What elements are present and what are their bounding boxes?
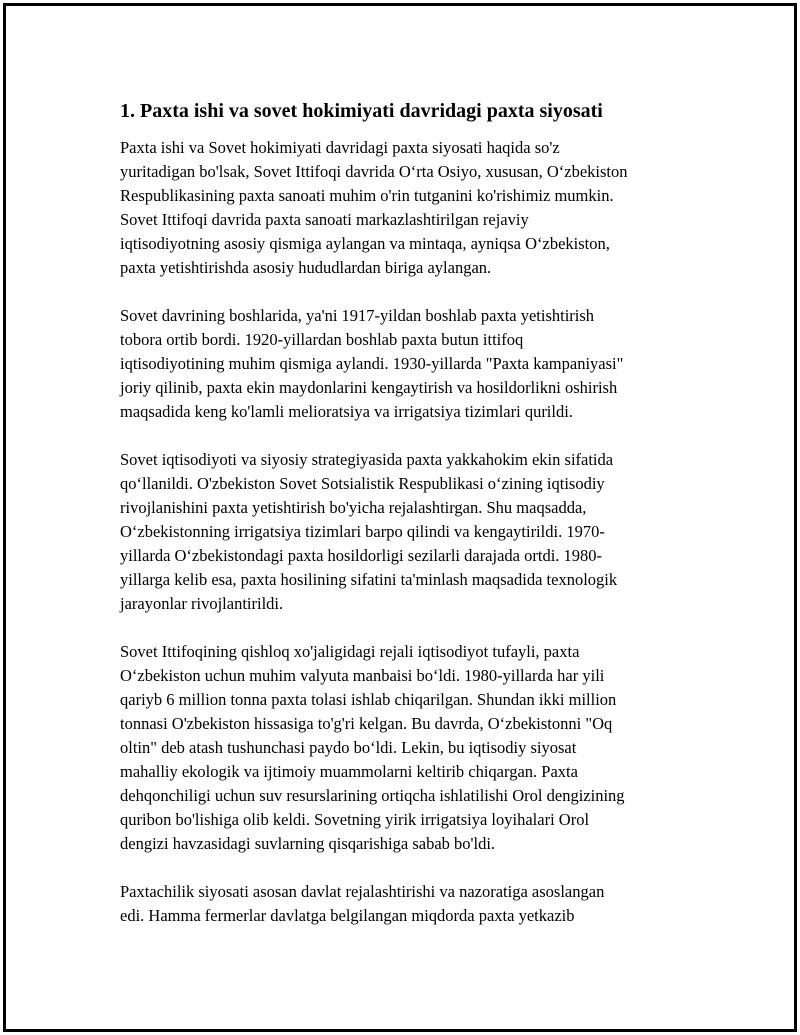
text-line: Sovet iqtisodiyoti va siyosiy strategiyasida paxta yakkahokim ekin sifatida <box>120 450 614 469</box>
text-line: rivojlanishini paxta yetishtirish bo'yicha rejalashtirgan. Shu maqsadda, <box>120 498 587 517</box>
text-line: paxta yetishtirishda asosiy hududlardan biriga aylangan. <box>120 258 492 277</box>
text-line: O‘zbekistonning irrigatsiya tizimlari barpo qilindi va kengaytirildi. 1970- <box>120 522 605 541</box>
text-line: maqsadida keng ko'lamli melioratsiya va irrigatsiya tizimlari qurildi. <box>120 402 573 421</box>
paragraph-5 <box>120 880 700 928</box>
text-line: edi. Hamma fermerlar davlatga belgilangan miqdorda paxta yetkazib <box>120 906 575 925</box>
text-line: iqtisodiyotning asosiy qismiga aylangan va mintaqa, ayniqsa O‘zbekiston, <box>120 234 610 253</box>
text-line: mahalliy ekologik va ijtimoiy muammolarni keltirib chiqargan. Paxta <box>120 762 578 781</box>
section-heading: 1. Paxta ishi va sovet hokimiyati davridagi paxta siyosati <box>120 100 603 122</box>
text-line: Sovet Ittifoqining qishloq xo'jaligidagi rejali iqtisodiyot tufayli, paxta <box>120 642 580 661</box>
text-line: dehqonchiligi uchun suv resurslarining ortiqcha ishlatilishi Orol dengizining <box>120 786 625 805</box>
paragraph-4 <box>120 640 700 856</box>
text-line: yillarda O‘zbekistondagi paxta hosildorligi sezilarli darajada ortdi. 1980- <box>120 546 603 565</box>
text-line: jarayonlar rivojlantirildi. <box>120 594 284 613</box>
text-line: oltin" deb atash tushunchasi paydo bo‘ldi. Lekin, bu iqtisodiy siyosat <box>120 738 577 757</box>
paragraph-3 <box>120 448 700 616</box>
text-line: Paxta ishi va Sovet hokimiyati davridagi paxta siyosati haqida so'z <box>120 138 560 157</box>
text-line: qo‘llanildi. O'zbekiston Sovet Sotsialistik Respublikasi o‘zining iqtisodiy <box>120 474 605 493</box>
paragraph-1 <box>120 136 700 280</box>
text-line: Paxtachilik siyosati asosan davlat rejalashtirishi va nazoratiga asoslangan <box>120 882 605 901</box>
text-line: O‘zbekiston uchun muhim valyuta manbaisi bo‘ldi. 1980-yillarda har yili <box>120 666 605 685</box>
text-line: Sovet davrining boshlarida, ya'ni 1917-yildan boshlab paxta yetishtirish <box>120 306 595 325</box>
text-line: Respublikasining paxta sanoati muhim o'rin tutganini ko'rishimiz mumkin. <box>120 186 614 205</box>
document-body <box>120 98 700 952</box>
text-line: qariyb 6 million tonna paxta tolasi ishlab chiqarilgan. Shundan ikki million <box>120 690 617 709</box>
page-frame <box>3 3 797 1032</box>
text-line: dengizi havzasidagi suvlarning qisqarishiga sabab bo'ldi. <box>120 834 496 853</box>
paragraph-2 <box>120 304 700 424</box>
text-line: tobora ortib bordi. 1920-yillardan boshlab paxta butun ittifoq <box>120 330 524 349</box>
text-line: tonnasi O'zbekiston hissasiga to'g'ri kelgan. Bu davrda, O‘zbekistonni "Oq <box>120 714 613 733</box>
text-line: iqtisodiyotining muhim qismiga aylandi. 1930-yillarda "Paxta kampaniyasi" <box>120 354 624 373</box>
text-line: yillarga kelib esa, paxta hosilining sifatini ta'minlash maqsadida texnologik <box>120 570 618 589</box>
text-line: quribon bo'lishiga olib keldi. Sovetning yirik irrigatsiya loyihalari Orol <box>120 810 590 829</box>
text-line: yuritadigan bo'lsak, Sovet Ittifoqi davrida O‘rta Osiyo, xususan, O‘zbekiston <box>120 162 628 181</box>
text-line: Sovet Ittifoqi davrida paxta sanoati markazlashtirilgan rejaviy <box>120 210 529 229</box>
text-line: joriy qilinib, paxta ekin maydonlarini kengaytirish va hosildorlikni oshirish <box>120 378 618 397</box>
